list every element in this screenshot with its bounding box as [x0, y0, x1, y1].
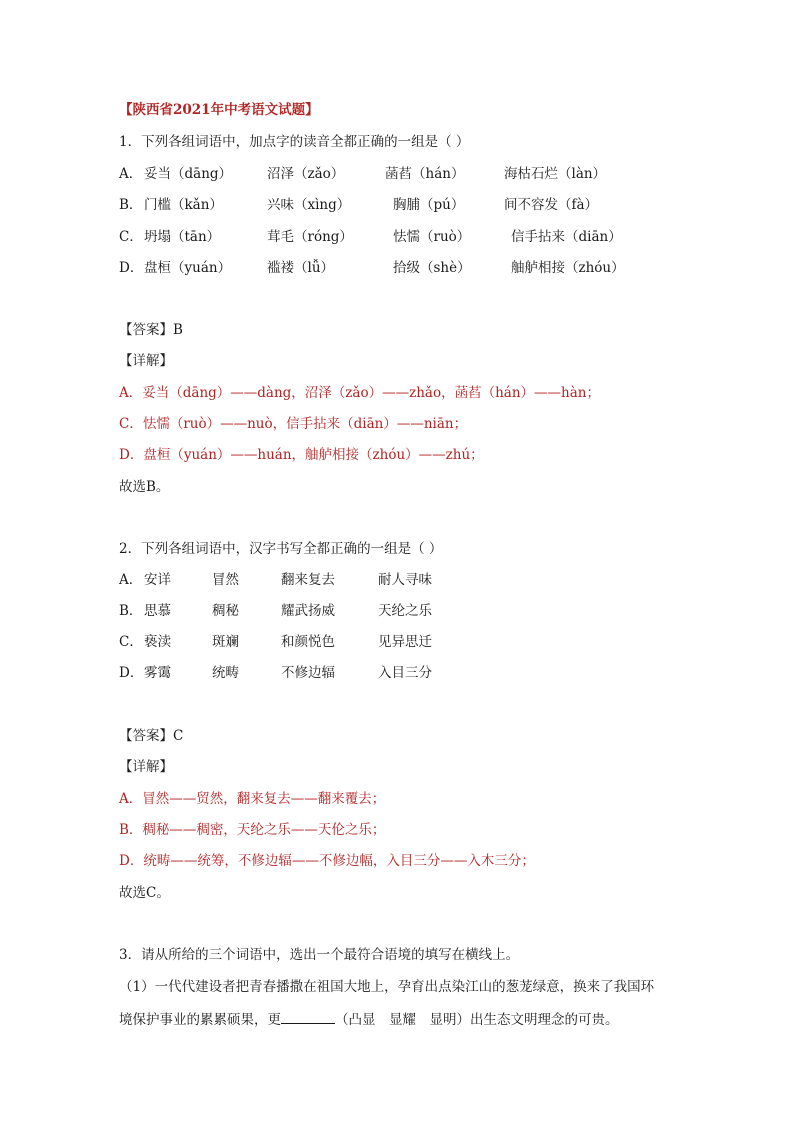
- option-item: 盘桓（yuán）: [144, 260, 232, 276]
- option-item: 翻来复去: [281, 572, 335, 588]
- option-label: C．: [119, 634, 143, 650]
- q2-detail-line: A．冒然——贸然，翻来复去——翻来覆去；: [119, 791, 386, 807]
- option-item: 雾霭: [144, 665, 171, 681]
- q2-answer: [119, 727, 183, 745]
- answer-value: C: [173, 728, 184, 744]
- option-item: 茸毛（róng）: [267, 229, 353, 245]
- option-label: D．: [119, 260, 144, 276]
- option-item: 褴褛（lǚ）: [267, 260, 335, 276]
- q1-stem: 1．下列各组词语中，加点字的读音全都正确的一组是（ ）: [119, 134, 470, 150]
- option-item: 舳舻相接（zhóu）: [511, 260, 625, 276]
- option-label: B．: [119, 603, 143, 619]
- option-item: 信手拈来（diān）: [511, 229, 622, 245]
- option-item: 不修边辐: [281, 665, 335, 681]
- answer-value: B: [173, 322, 183, 338]
- q2-stem: 2．下列各组词语中，汉字书写全都正确的一组是（ ）: [119, 541, 443, 557]
- option-item: 天纶之乐: [378, 603, 432, 619]
- option-item: 和颜悦色: [281, 634, 335, 650]
- option-item: 妥当（dāng）: [144, 166, 233, 182]
- option-item: 菡萏（hán）: [385, 166, 465, 182]
- option-label: C．: [119, 229, 143, 245]
- q1-detail-line: D．盘桓（yuán）——huán，舳舻相接（zhóu）——zhú；: [119, 447, 484, 463]
- q3-sub1-line1: （1）一代代建设者把青春播撒在祖国大地上，孕育出点染江山的葱茏绿意，换来了我国环: [119, 979, 655, 995]
- q1-answer: [119, 321, 183, 339]
- q2-detail-line: B．稠秘——稠密，天纶之乐——天伦之乐；: [119, 822, 386, 838]
- option-item: 统畴: [212, 665, 239, 681]
- q3-sub1-pre: 境保护事业的累累硕果，更: [119, 1012, 281, 1028]
- option-item: 拾级（shè）: [393, 260, 471, 276]
- option-item: 沼泽（zǎo）: [267, 166, 345, 182]
- answer-tag: 【答案】: [119, 322, 173, 338]
- q3-stem: 3．请从所给的三个词语中，选出一个最符合语境的填写在横线上。: [119, 947, 520, 963]
- option-item: 斑斓: [212, 634, 239, 650]
- option-item: 兴味（xìng）: [267, 197, 351, 213]
- option-item: 门槛（kǎn）: [144, 197, 223, 213]
- q2-conclusion: 故选C。: [119, 885, 170, 901]
- option-label: A．: [119, 166, 143, 182]
- option-item: 耀武扬威: [281, 603, 335, 619]
- q1-detail-line: A．妥当（dāng）——dàng，沼泽（zǎo）——zhǎo，菡萏（hán）——hàn；: [119, 385, 600, 401]
- option-item: 亵渎: [144, 634, 171, 650]
- answer-tag: 【答案】: [119, 728, 173, 744]
- q1-detail-tag: 【详解】: [119, 353, 173, 369]
- fill-in-blank[interactable]: [281, 1010, 335, 1024]
- option-item: 安详: [144, 572, 171, 588]
- q3-sub1-line2: [119, 1010, 619, 1029]
- option-item: 坍塌（tān）: [144, 229, 221, 245]
- q1-conclusion: 故选B。: [119, 479, 170, 495]
- q2-detail-line: D．统畴——统筹，不修边辐——不修边幅，入目三分——入木三分；: [119, 853, 535, 869]
- option-item: 见异思迁: [378, 634, 432, 650]
- option-item: 海枯石烂（làn）: [504, 166, 607, 182]
- option-item: 间不容发（fà）: [504, 197, 599, 213]
- option-item: 入目三分: [378, 665, 432, 681]
- option-label: A．: [119, 572, 143, 588]
- option-item: 耐人寻味: [378, 572, 432, 588]
- q1-detail-line: C．怯懦（ruò）——nuò，信手拈来（diān）——niān；: [119, 416, 468, 432]
- exam-title: 【陕西省2021年中考语文试题】: [119, 102, 319, 118]
- option-item: 思慕: [144, 603, 171, 619]
- option-item: 胸脯（pú）: [393, 197, 465, 213]
- option-item: 怯懦（ruò）: [393, 229, 471, 245]
- option-label: B．: [119, 197, 143, 213]
- option-item: 冒然: [212, 572, 239, 588]
- option-item: 稠秘: [212, 603, 239, 619]
- q2-detail-tag: 【详解】: [119, 759, 173, 775]
- option-label: D．: [119, 665, 144, 681]
- q3-sub1-post: （凸显 显耀 显明）出生态文明理念的可贵。: [335, 1012, 619, 1028]
